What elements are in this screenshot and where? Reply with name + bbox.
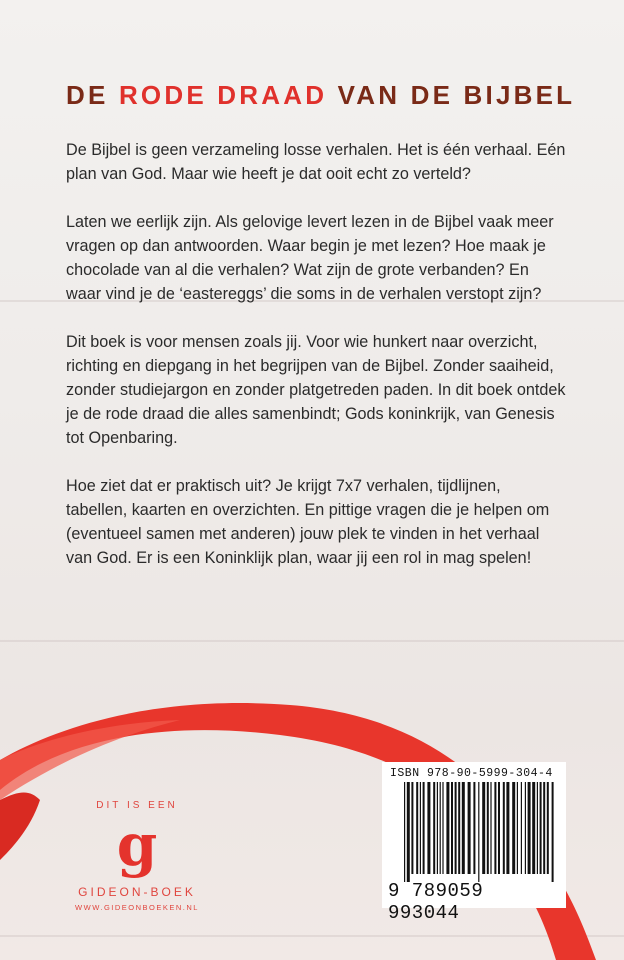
barcode-bars (382, 782, 566, 882)
barcode-bar (423, 782, 425, 874)
barcode-bar (433, 782, 435, 874)
barcode-bar (420, 782, 421, 874)
barcode-bar (498, 782, 500, 874)
barcode-bar (503, 782, 505, 874)
title-part: DE (66, 80, 119, 110)
barcode-bar (446, 782, 449, 874)
barcode-bar (473, 782, 475, 874)
barcode-bar (407, 782, 410, 882)
barcode-bar (543, 782, 545, 874)
barcode-bar (437, 782, 438, 874)
barcode-bar (512, 782, 515, 874)
barcode-bar (478, 782, 479, 882)
barcode-bar (442, 782, 443, 874)
barcode-bar (416, 782, 418, 874)
paragraph: Hoe ziet dat er praktisch uit? Je krijgt 7x7 verhalen, tijdlijnen, tabellen, kaarten en overzichten. En pittige vragen die je helpen om (eventueel samen met anderen) jouw plek te vinden in het verhaal van God. Er is een Koninklijk plan, waar jij een rol in mag spelen! (66, 477, 550, 567)
barcode-bar (404, 782, 405, 882)
barcode-bar (532, 782, 535, 874)
barcode-bar (521, 782, 522, 874)
barcode-bar (537, 782, 538, 874)
barcode-bar (547, 782, 549, 874)
gideon-g-logo-icon: g (116, 811, 158, 879)
paragraph: Dit boek is voor mensen zoals jij. Voor wie hunkert naar overzicht, richting en diepgang in het begrijpen van de Bijbel. Zonder saaiheid, zonder studiejargon en zonder platgetreden paden. In dit boek ontdek je de rode draad die alles samenbindt; Gods koninkrijk, van Genesis tot Openbaring. (66, 333, 566, 447)
title-part: VAN DE BIJBEL (327, 80, 576, 110)
back-cover-blurb (66, 138, 566, 594)
title-highlight: RODE DRAAD (118, 80, 328, 110)
ean-number: 9 789059 993044 (388, 880, 484, 924)
barcode-bar (494, 782, 496, 874)
barcode-bar (455, 782, 457, 874)
barcode-bar (427, 782, 430, 874)
barcode-bar (552, 782, 554, 882)
barcode-bar (440, 782, 441, 874)
barcode-bar (468, 782, 471, 874)
barcode-bar (462, 782, 465, 874)
barcode-bar (517, 782, 518, 874)
isbn-barcode (382, 762, 566, 924)
barcode-bar (411, 782, 413, 874)
barcode-bar (506, 782, 509, 874)
publisher-url: WWW.GIDEONBOEKEN.NL (75, 903, 199, 912)
barcode-bar (525, 782, 526, 874)
barcode-bar (490, 782, 491, 874)
isbn-text: ISBN 978-90-5999-304-4 (390, 767, 553, 780)
publisher-name: GIDEON-BOEK (78, 885, 196, 899)
barcode-bar (528, 782, 531, 874)
paragraph: De Bijbel is geen verzameling losse verhalen. Het is één verhaal. Eén plan van God. Maar wie heeft je dat ooit echt zo verteld? (66, 141, 566, 183)
barcode-bar (458, 782, 460, 874)
barcode-bar (540, 782, 542, 874)
barcode-bar (482, 782, 485, 874)
publisher-logo (60, 800, 200, 912)
barcode-bar (451, 782, 453, 874)
barcode-bar (487, 782, 489, 874)
publisher-intro: DIT IS EEN (96, 800, 178, 811)
book-title (66, 80, 575, 111)
paragraph: Laten we eerlijk zijn. Als gelovige levert lezen in de Bijbel vaak meer vragen op dan antwoorden. Waar begin je met lezen? Hoe maak je chocolade van al die verhalen? Wat zijn de grote verbanden? En waar vind je de ‘eastereggs’ die soms in de verhalen verstopt zijn? (66, 213, 554, 303)
